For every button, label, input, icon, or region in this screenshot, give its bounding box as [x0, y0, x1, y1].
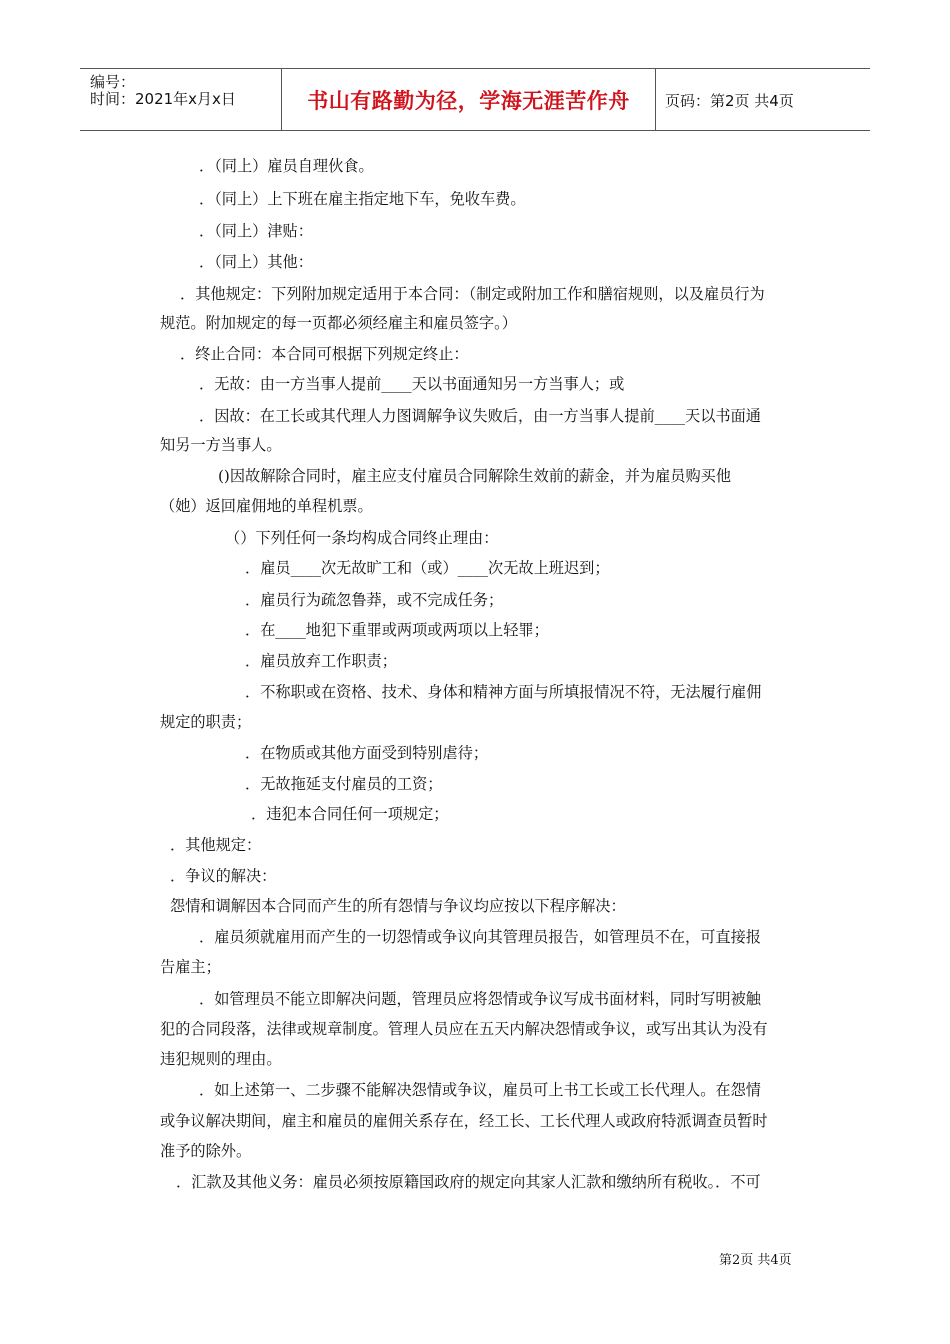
body-line: （）下列任何一条均构成合同终止理由：	[225, 529, 499, 547]
header-motto-cell	[281, 69, 656, 130]
body-line: ．（同上）其他：	[199, 253, 313, 271]
body-line: ．无故：由一方当事人提前____天以书面通知另一方当事人；或	[199, 375, 625, 393]
body-line: ．雇员放弃工作职责；	[245, 652, 397, 670]
body-line: ．其他规定：下列附加规定适用于本合同：（制定或附加工作和膳宿规则，以及雇员行为	[180, 285, 765, 303]
body-line: 犯的合同段落，法律或规章制度。管理人员应在五天内解决怨情或争议，或写出其认为没有	[160, 1020, 768, 1038]
body-line: ．违犯本合同任何一项规定；	[251, 805, 449, 823]
body-line: 或争议解决期间，雇主和雇员的雇佣关系存在，经工长、工长代理人或政府特派调查员暂时	[160, 1112, 768, 1130]
body-line: ．其他规定：	[170, 836, 262, 854]
body-line: 准予的除外。	[160, 1142, 252, 1160]
header-page-cell	[655, 69, 870, 130]
body-line: 违犯规则的理由。	[160, 1050, 282, 1068]
body-line: ．雇员须就雇用而产生的一切怨情或争议向其管理员报告，如管理员不在，可直接报	[199, 928, 761, 946]
body-line: ．雇员____次无故旷工和（或）____次无故上班迟到；	[245, 559, 610, 577]
body-line: ．无故拖延支付雇员的工资；	[245, 775, 443, 793]
header-motto: 书山有路勤为径，学海无涯苦作舟	[307, 89, 630, 113]
body-line: ．在____地犯下重罪或两项或两项以上轻罪；	[245, 621, 549, 639]
body-line: 规定的职责；	[160, 713, 252, 731]
body-line: ．（同上）雇员自理伙食。	[199, 157, 374, 175]
body-line: 规范。附加规定的每一页都必须经雇主和雇员签字。）	[160, 314, 517, 332]
body-line: ．不称职或在资格、技术、身体和精神方面与所填报情况不符，无法履行雇佣	[245, 683, 762, 701]
document-number-label: 编号：	[90, 73, 136, 91]
body-line: ．如上述第一、二步骤不能解决怨情或争议，雇员可上书工长或工长代理人。在怨情	[199, 1081, 761, 1099]
footer-page-number: 第2页 共4页	[719, 1253, 792, 1268]
document-date-label: 时间：2021年x月x日	[90, 90, 236, 108]
body-line: ．雇员行为疏忽鲁莽，或不完成任务；	[245, 591, 504, 609]
header-meta	[80, 69, 280, 130]
body-line: ．汇款及其他义务：雇员必须按原籍国政府的规定向其家人汇款和缴纳所有税收。．不可	[176, 1173, 761, 1191]
body-line: 告雇主；	[160, 958, 221, 976]
body-line: ．（同上）上下班在雇主指定地下车，免收车费。	[199, 190, 526, 208]
body-line: 知另一方当事人。	[160, 436, 282, 454]
body-line: ．争议的解决：	[170, 867, 277, 885]
body-line: 怨情和调解因本合同而产生的所有怨情与争议均应按以下程序解决：	[170, 897, 626, 915]
body-line: （她）返回雇佣地的单程机票。	[160, 497, 373, 515]
body-line: ．在物质或其他方面受到特别虐待；	[245, 744, 488, 762]
body-line: ．因故：在工长或其代理人力图调解争议失败后，由一方当事人提前____天以书面通	[199, 407, 761, 425]
body-line: ()因故解除合同时，雇主应支付雇员合同解除生效前的薪金，并为雇员购买他	[218, 467, 732, 485]
page-header	[80, 68, 870, 131]
body-line: ．终止合同：本合同可根据下列规定终止：	[180, 345, 469, 363]
body-line: ．（同上）津贴：	[199, 222, 313, 240]
header-page-number: 页码：第2页 共4页	[665, 92, 794, 110]
body-line: ．如管理员不能立即解决问题，管理员应将怨情或争议写成书面材料，同时写明被触	[199, 990, 761, 1008]
